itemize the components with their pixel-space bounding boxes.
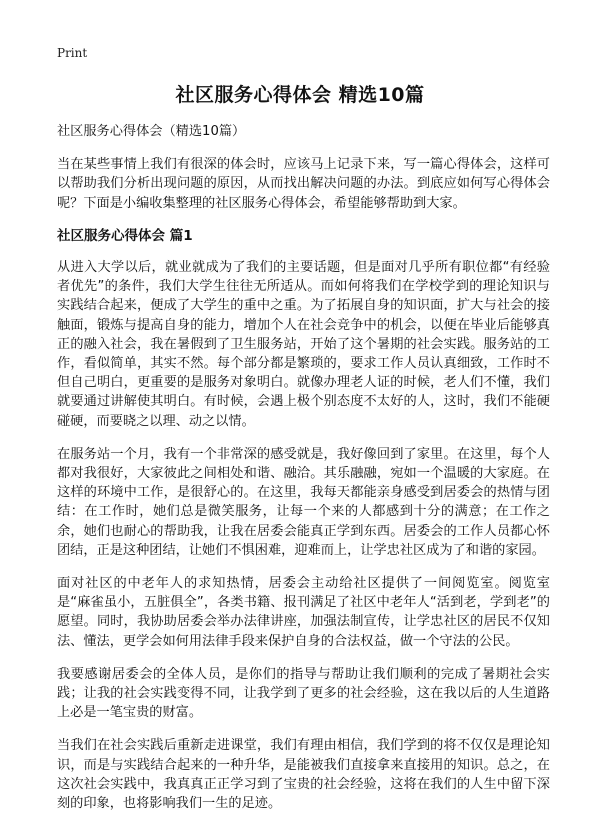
section-heading: 社区服务心得体会 篇1 (57, 227, 193, 244)
page-title: 社区服务心得体会 精选10篇 (175, 84, 425, 106)
article-body (57, 122, 550, 827)
body-paragraph-2: 在服务站一个月，我有一个非常深的感受就是，我好像回到了家里。在这里，每个人都对我很好，大家彼此之间相处和谐、融洽。其乐融融，宛如一个温暖的大家庭。在这样的环境中工作，是很舒心的。在这里，我每天都能亲身感受到居委会的热情与团结：在工作时，她们总是微笑服务，让每一个来的人都感到十分的满意；在工作之余，她们也耐心的帮助我，让我在居委会能真正学到东西。居委会的工作人员都心怀团结，正是这种团结，让她们不惧困难，迎难而上，让学忠社区成为了和谐的家园。 (57, 446, 550, 558)
body-paragraph-1: 从进入大学以后，就业就成为了我们的主要话题，但是面对几乎所有职位都“有经验者优先”的条件，我们大学生往往无所适从。而如何将我们在学校学到的理论知识与实践结合起来，便成了大学生的重中之重。为了拓展自身的知识面，扩大与社会的接触面，锻炼与提高自身的能力，增加个人在社会竞争中的机会，以便在毕业后能够真正的融入社会，我在暑假到了卫生服务站，开始了这个暑期的社会实践。服务站的工作，看似简单，其实不然。每个部分都是繁琐的，要求工作人员认真细致，工作时不但自己明白，更重要的是服务对象明白。就像办理老人证的时候，老人们不懂，我们就要通过讲解使其明白。有时候，会遇上极个别态度不太好的人，这时，我们不能硬碰硬，而要晓之以理、动之以情。 (57, 260, 550, 429)
article-subtitle: 社区服务心得体会（精选10篇） (57, 124, 246, 139)
body-paragraph-4: 我要感谢居委会的全体人员，是你们的指导与帮助让我们顺利的完成了暑期社会实践；让我的社会实践变得不同，让我学到了更多的社会经验，这在我以后的人生道路上必是一笔宝贵的财富。 (57, 666, 550, 721)
body-paragraph-3: 面对社区的中老年人的求知热情，居委会主动给社区提供了一间阅览室。阅览室是“麻雀虽小，五脏俱全”，各类书籍、报刊满足了社区中老年人“活到老，学到老”的愿望。同时，我协助居委会举办法律讲座，加强法制宣传，让学忠社区的居民不仅知法、懂法，更学会如何用法律手段来保护自身的合法权益，做一个守法的公民。 (57, 576, 550, 649)
intro-paragraph: 当在某些事情上我们有很深的体会时，应该马上记录下来，写一篇心得体会，这样可以帮助我们分析出现问题的原因，从而找出解决问题的办法。到底应如何写心得体会呢？下面是小编收集整理的社区服务心得体会，希望能够帮助到大家。 (57, 157, 550, 211)
print-label[interactable]: Print (57, 46, 88, 60)
body-paragraph-5: 当我们在社会实践后重新走进课堂，我们有理由相信，我们学到的将不仅仅是理论知识，而是与实践结合起来的一种升华，是能被我们直接拿来直接用的知识。总之，在这次社会实践中，我真真正正学习到了宝贵的社会经验，这将在我们的人生中留下深刻的印象，也将影响我们一生的足迹。 (57, 738, 550, 812)
